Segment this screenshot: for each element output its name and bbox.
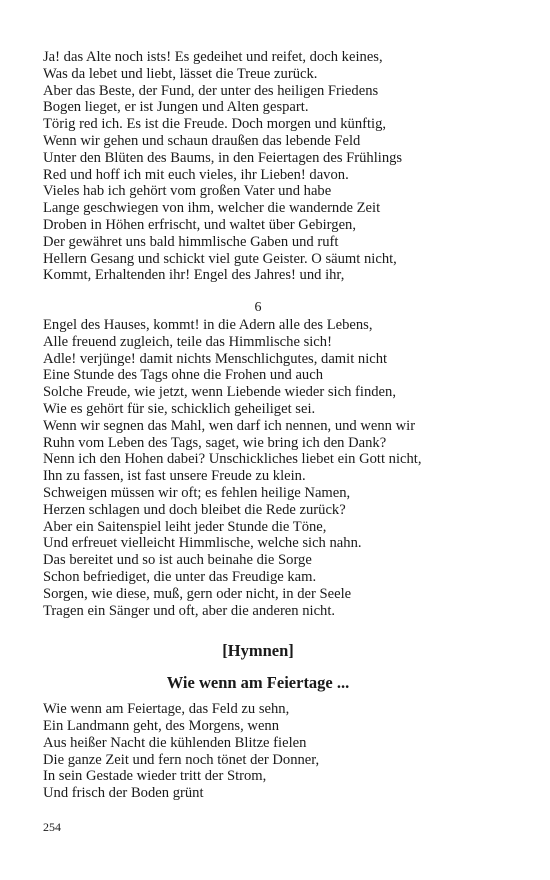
verse-line: Tragen ein Sänger und oft, aber die anderen nicht. [43,602,336,619]
verse-line: Wie wenn am Feiertage, das Feld zu sehn, [43,701,290,718]
verse-line: Engel des Hauses, kommt! in die Adern alle des Lebens, [43,316,373,333]
verse-line: Herzen schlagen und doch bleibet die Rede zurück? [43,501,346,518]
verse-line: Wie es gehört für sie, schicklich geheiliget sei. [43,400,316,417]
verse-line: Wenn wir segnen das Mahl, wen darf ich nennen, und wenn wir [43,417,416,434]
section-heading: [Hymnen] [222,641,294,661]
verse-line: Nenn ich den Hohen dabei? Unschickliches liebet ein Gott nicht, [43,451,422,468]
verse-line: Red und hoff ich mit euch vieles, ihr Lieben! davon. [43,166,349,183]
verse-line: Eine Stunde des Tags ohne die Frohen und auch [43,367,323,384]
verse-line: Der gewähret uns bald himmlische Gaben und ruft [43,233,339,250]
verse-line: Was da lebet und liebt, lässet die Treue zurück. [43,65,318,82]
poem-stanza [43,701,513,802]
verse-line: Hellern Gesang und schickt viel gute Geister. O säumt nicht, [43,250,397,267]
verse-line: Vieles hab ich gehört vom großen Vater und habe [43,183,332,200]
verse-line: Die ganze Zeit und fern noch tönet der Donner, [43,751,320,768]
verse-line: Törig red ich. Es ist die Freude. Doch morgen und künftig, [43,116,387,133]
verse-line: Das bereitet und so ist auch beinahe die Sorge [43,552,312,569]
verse-line: Kommt, Erhaltenden ihr! Engel des Jahres! und ihr, [43,267,345,284]
verse-line: Und frisch der Boden grünt [43,785,204,802]
verse-line: Droben in Höhen erfrischt, und waltet über Gebirgen, [43,216,356,233]
verse-line: Ihn zu fassen, ist fast unsere Freude zu klein. [43,468,306,485]
stanza-5 [43,49,513,284]
verse-line: Aber ein Saitenspiel leiht jeder Stunde die Töne, [43,518,327,535]
verse-line: Sorgen, wie diese, muß, gern oder nicht, in der Seele [43,585,352,602]
verse-line: Adle! verjünge! damit nichts Menschlichgutes, damit nicht [43,350,388,367]
verse-line: Aus heißer Nacht die kühlenden Blitze fielen [43,734,307,751]
stanza-number: 6 [254,300,262,316]
poem-title: Wie wenn am Feiertage ... [166,673,350,693]
verse-line: Solche Freude, wie jetzt, wenn Liebende wieder sich finden, [43,384,396,401]
verse-line: Und erfreuet vielleicht Himmlische, welche sich nahn. [43,535,362,552]
verse-line: Lange geschwiegen von ihm, welcher die wandernde Zeit [43,200,381,217]
verse-line: Ein Landmann geht, des Morgens, wenn [43,718,280,735]
verse-line: Alle freuend zugleich, teile das Himmlische sich! [43,333,332,350]
verse-line: Ja! das Alte noch ists! Es gedeihet und reifet, doch keines, [43,49,383,65]
verse-line: Schon befriediget, die unter das Freudige kam. [43,568,317,585]
stanza-6 [43,317,513,619]
book-page [43,49,513,802]
verse-line: Wenn wir gehen und schaun draußen das lebende Feld [43,132,361,149]
verse-line: In sein Gestade wieder tritt der Strom, [43,768,267,785]
verse-line: Schweigen müssen wir oft; es fehlen heilige Namen, [43,484,351,501]
page-number: 254 [43,820,61,834]
verse-line: Unter den Blüten des Baums, in den Feiertagen des Frühlings [43,149,403,166]
verse-line: Bogen lieget, er ist Jungen und Alten gespart. [43,99,309,116]
verse-line: Ruhn vom Leben des Tags, saget, wie bring ich den Dank? [43,434,387,451]
verse-line: Aber das Beste, der Fund, der unter des heiligen Friedens [43,82,379,99]
